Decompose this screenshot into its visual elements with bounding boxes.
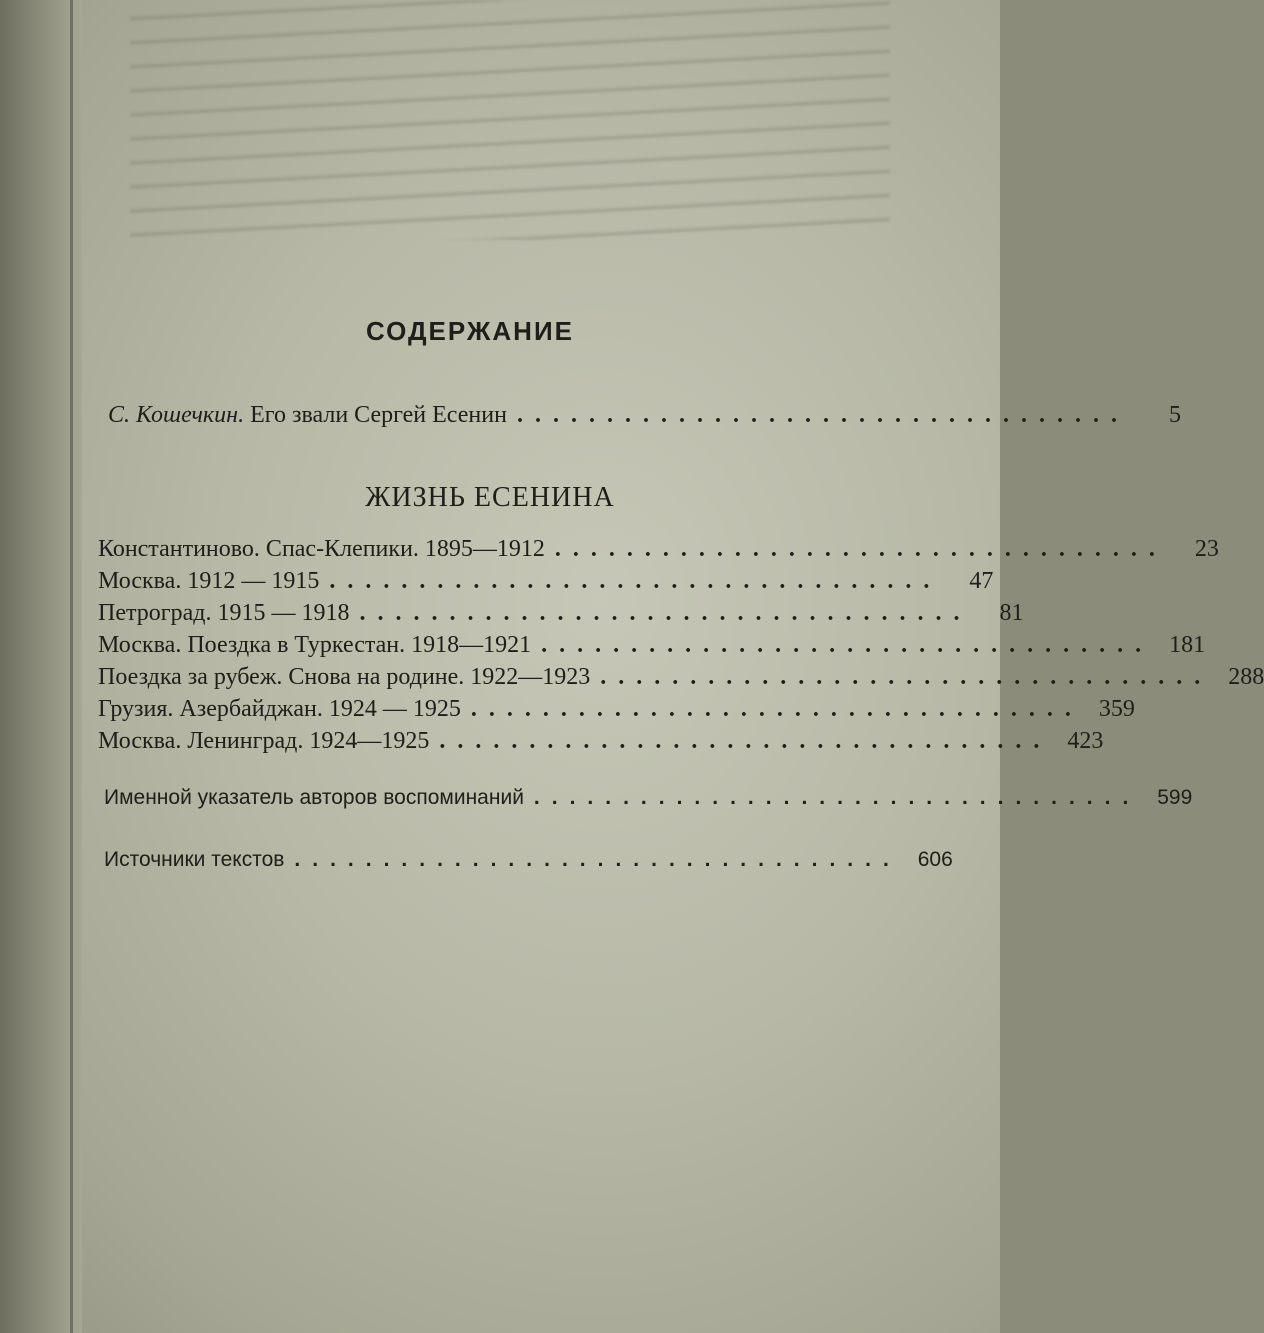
entry-label: Москва. Ленинград. 1924—1925	[98, 728, 430, 754]
leader-dots: ..................................	[516, 402, 1129, 428]
entry-label: Москва. Поездка в Туркестан. 1918—1921	[98, 632, 532, 658]
binding-fold	[70, 0, 73, 1333]
entry-label: Поездка за рубеж. Снова на родине. 1922—1923	[98, 664, 591, 690]
entry-page-number: 423	[1067, 728, 1104, 754]
leader-dots: ..................................	[554, 536, 1167, 562]
entry-label: Грузия. Азербайджан. 1924 — 1925	[98, 696, 461, 722]
intro-page-number: 5	[1168, 402, 1181, 428]
index-label: Именной указатель авторов воспоминаний	[104, 786, 524, 809]
leader-dots: ..................................	[439, 728, 1052, 754]
leader-dots: ..................................	[359, 600, 972, 626]
sources-label: Источники текстов	[104, 848, 285, 871]
toc-entry	[98, 728, 1104, 764]
leader-dots: ..................................	[541, 632, 1154, 658]
leader-dots: ..................................	[329, 568, 942, 594]
leader-dots: ..................................	[533, 786, 1141, 809]
entry-page-number: 359	[1098, 696, 1135, 722]
entry-page-number: 81	[999, 600, 1024, 626]
entry-label: Москва. 1912 — 1915	[98, 568, 320, 594]
toc-entry	[98, 600, 1024, 636]
toc-entry	[98, 536, 1219, 572]
sources-page-number: 606	[917, 848, 953, 871]
contents-heading: СОДЕРЖАНИЕ	[366, 316, 574, 346]
toc-intro-entry	[108, 402, 1181, 440]
index-page-number: 599	[1157, 786, 1193, 809]
toc-entry	[98, 664, 1264, 700]
entry-page-number: 23	[1194, 536, 1219, 562]
leader-dots: ..................................	[600, 664, 1213, 690]
intro-title: Его звали Сергей Есенин	[250, 402, 507, 428]
entry-page-number: 288	[1228, 664, 1264, 690]
entry-label: Константиново. Спас-Клепики. 1895—1912	[98, 536, 545, 562]
leader-dots: ..................................	[294, 848, 901, 871]
entry-label: Петроград. 1915 — 1918	[98, 600, 350, 626]
leader-dots: ..................................	[470, 696, 1083, 722]
entry-page-number: 181	[1169, 632, 1206, 658]
toc-entry	[98, 568, 994, 604]
toc-entry	[98, 696, 1135, 732]
entry-page-number: 47	[969, 568, 994, 594]
section-heading: ЖИЗНЬ ЕСЕНИНА	[365, 482, 615, 513]
toc-entry	[98, 632, 1206, 668]
show-through-text	[130, 0, 890, 240]
intro-author: С. Кошечкин.	[108, 402, 245, 428]
